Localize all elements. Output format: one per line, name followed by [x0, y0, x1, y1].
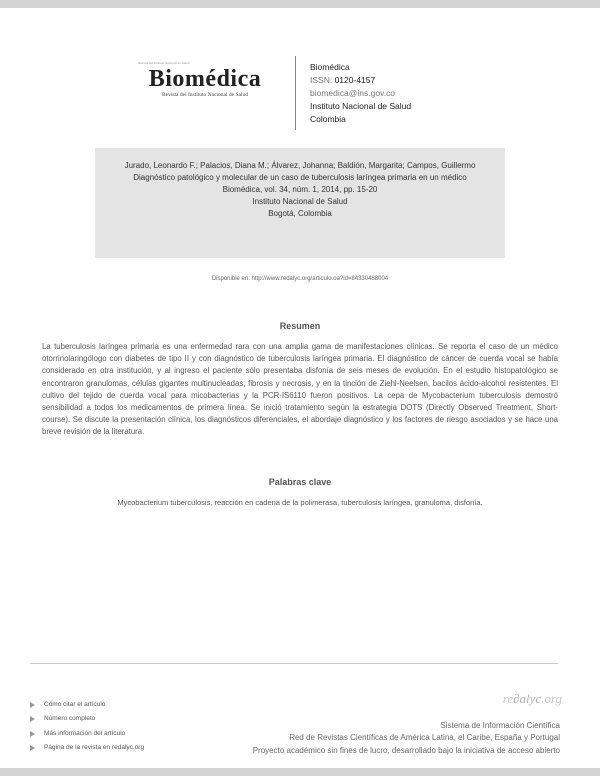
footer-info — [253, 720, 560, 757]
document-page — [0, 8, 600, 768]
keywords-heading: Palabras clave — [268, 477, 332, 487]
link-label: Más información del artículo — [44, 729, 126, 737]
logo-part-re: re — [502, 691, 514, 706]
citation-title: Diagnóstico patológico y molecular de un caso de tuberculosis laríngea primaria en un médico — [133, 173, 467, 182]
citation-authors: Jurado, Leonardo F.; Palacios, Diana M.; Álvarez, Johanna; Baldión, Margarita; Campos, Guillermo — [124, 161, 476, 170]
link-label: Número completo — [44, 715, 96, 723]
journal-info — [310, 61, 411, 126]
link-label: Página de la revista en redalyc.org — [44, 743, 145, 751]
abstract-text: La tuberculosis laríngea primaria es una enfermedad rara con una amplia gama de manifestaciones clínicas. Se reporta el caso de un médico otorrinolaringólogo con diabetes de tipo II y con diagnóstico de tuberculosis laríngea primaria. El diagnóstico de cáncer de cuerda vocal se había considerado en otra institución, y al ingreso el paciente sólo presentaba disfonía de seis meses de evolución. En el estudio histopatológico se encontraron granulomas, células gigantes multinucleadas, fibrosis y necrosis, y en la tinción de Ziehl-Neelsen, bacilos ácido-alcohol resistentes. El cultivo del tejido de cuerda vocal para micobacterias y la PCR-IS6110 fueron positivos. La cepa de Mycobacterium tuberculosis demostró sensibilidad a todos los medicamentos de primera línea. Se inició tratamiento según la estrategia DOTS (Directly Observed Treatment, Short-course). Se discute la presentación clínica, los diagnósticos diferenciales, el abordaje diagnóstico y los factores de riesgo asociados y se hace una breve revisión de la literatura. — [42, 342, 558, 437]
footer-divider — [30, 663, 558, 664]
link-more-info[interactable] — [30, 727, 144, 741]
arrow-right-icon — [30, 716, 35, 722]
citation-box — [95, 148, 505, 258]
journal-name: Biomédica — [310, 62, 350, 72]
article-links — [30, 698, 144, 755]
citation-source: Biomédica, vol. 34, núm. 1, 2014, pp. 15-20 — [222, 185, 378, 194]
link-cite-article[interactable] — [30, 698, 144, 712]
link-label: Cómo citar el artículo — [44, 701, 106, 708]
abstract-heading: Resumen — [279, 321, 321, 331]
logo-small-text: Revista del Instituto Nacional de Salud — [138, 61, 190, 65]
citation-institution: Instituto Nacional de Salud — [252, 197, 348, 206]
available-link[interactable]: Disponible en: http://www.redalyc.org/articulo.oa?id=84330488004 — [211, 276, 389, 282]
arrow-right-icon — [30, 702, 35, 708]
logo-part-org: .org — [541, 691, 562, 706]
footer-line-1: Sistema de Información Científica — [440, 721, 560, 730]
arrow-right-icon — [30, 731, 35, 737]
header-divider — [295, 56, 296, 130]
link-full-issue[interactable] — [30, 712, 144, 726]
link-journal-page[interactable] — [30, 741, 144, 755]
citation-place: Bogotá, Colombia — [268, 209, 332, 218]
journal-email[interactable]: biomedica@ins.gov.co — [310, 88, 396, 98]
logo-part-alyc: ∂alyc — [513, 691, 542, 706]
issn-value: 0120-4157 — [334, 75, 376, 85]
logo-subtitle: Revista del Instituto Nacional de Salud — [162, 92, 248, 98]
logo-title: Biomédica — [148, 66, 262, 92]
issn-label: ISSN: — [310, 75, 333, 85]
redalyc-logo — [482, 691, 562, 707]
footer-line-3: Proyecto académico sin fines de lucro, desarrollado bajo la iniciativa de acceso abierto — [252, 745, 560, 755]
journal-institution: Instituto Nacional de Salud — [310, 101, 412, 111]
keywords-text: Mycobacterium tuberculosis, reacción en cadena de la polimerasa, tuberculosis laríngea, granuloma, disfonía. — [117, 498, 483, 507]
footer-line-2: Red de Revistas Científicas de América Latina, el Caribe, España y Portugal — [289, 733, 560, 743]
journal-logo — [130, 61, 280, 115]
issn — [310, 74, 411, 87]
arrow-right-icon — [30, 745, 35, 751]
journal-country: Colombia — [310, 114, 346, 124]
